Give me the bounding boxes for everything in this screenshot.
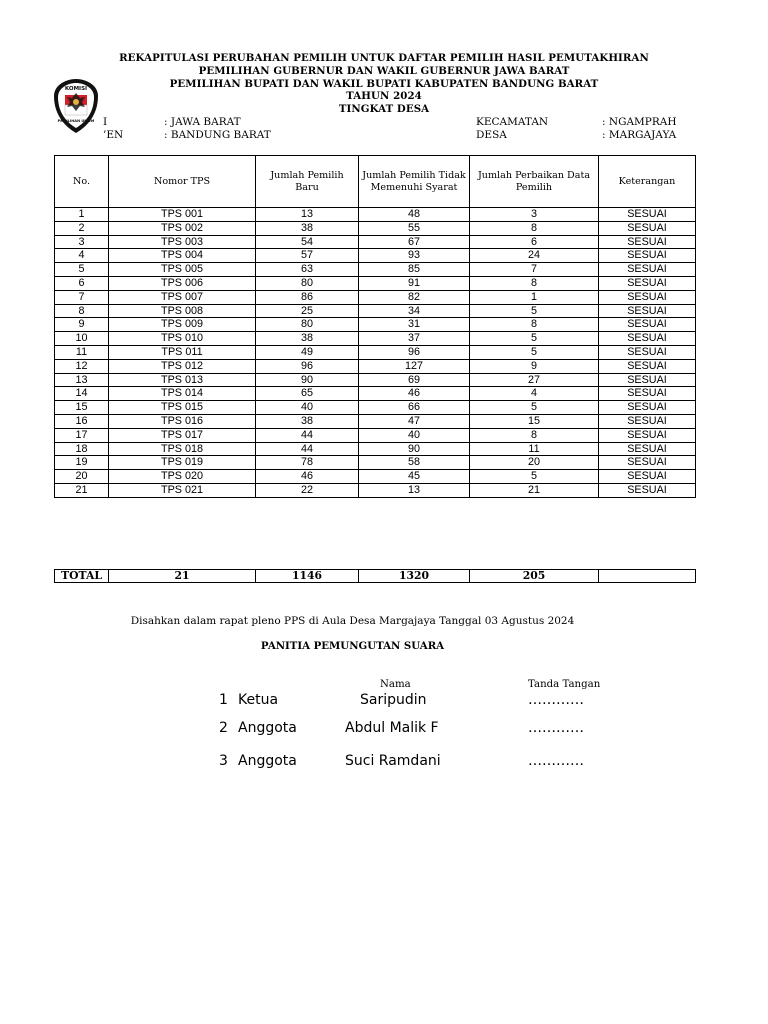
table-row <box>55 414 696 428</box>
cell-perbaikan-data: 24 <box>470 249 599 263</box>
table-row <box>55 235 696 249</box>
table-row <box>55 428 696 442</box>
table-row <box>55 483 696 497</box>
kecamatan-label: KECAMATAN <box>476 116 549 128</box>
member-3-no: 3 <box>219 753 228 769</box>
cell-no: 8 <box>55 304 109 318</box>
cell-no: 4 <box>55 249 109 263</box>
cell-tidak-memenuhi-syarat: 13 <box>359 483 470 497</box>
cell-no: 12 <box>55 359 109 373</box>
total-tps: 21 <box>109 570 256 583</box>
table-row <box>55 387 696 401</box>
cell-perbaikan-data: 5 <box>470 345 599 359</box>
cell-perbaikan-data: 27 <box>470 373 599 387</box>
cell-pemilih-baru: 96 <box>256 359 359 373</box>
cell-nomor-tps: TPS 010 <box>109 332 256 346</box>
cell-keterangan: SESUAI <box>599 387 696 401</box>
cell-tidak-memenuhi-syarat: 85 <box>359 263 470 277</box>
col-header-keterangan: Keterangan <box>599 156 696 208</box>
cell-no: 9 <box>55 318 109 332</box>
table-row <box>55 276 696 290</box>
table-row <box>55 208 696 222</box>
cell-perbaikan-data: 8 <box>470 276 599 290</box>
cell-no: 18 <box>55 442 109 456</box>
cell-pemilih-baru: 38 <box>256 414 359 428</box>
cell-tidak-memenuhi-syarat: 67 <box>359 235 470 249</box>
cell-nomor-tps: TPS 014 <box>109 387 256 401</box>
cell-no: 15 <box>55 401 109 415</box>
table-row <box>55 470 696 484</box>
cell-nomor-tps: TPS 012 <box>109 359 256 373</box>
cell-tidak-memenuhi-syarat: 127 <box>359 359 470 373</box>
table-row <box>55 359 696 373</box>
total-table <box>54 569 696 583</box>
cell-nomor-tps: TPS 017 <box>109 428 256 442</box>
kpu-logo-icon <box>52 78 100 134</box>
total-perbaikan-data: 205 <box>470 570 599 583</box>
cell-keterangan: SESUAI <box>599 401 696 415</box>
cell-no: 20 <box>55 470 109 484</box>
cell-no: 10 <box>55 332 109 346</box>
cell-keterangan: SESUAI <box>599 276 696 290</box>
table-row <box>55 221 696 235</box>
cell-keterangan: SESUAI <box>599 304 696 318</box>
cell-nomor-tps: TPS 002 <box>109 221 256 235</box>
cell-nomor-tps: TPS 019 <box>109 456 256 470</box>
tanda-tangan-header: Tanda Tangan <box>528 679 601 690</box>
cell-perbaikan-data: 3 <box>470 208 599 222</box>
cell-perbaikan-data: 5 <box>470 332 599 346</box>
cell-pemilih-baru: 25 <box>256 304 359 318</box>
cell-perbaikan-data: 5 <box>470 304 599 318</box>
member-1-signature: ………… <box>528 692 584 708</box>
cell-pemilih-baru: 49 <box>256 345 359 359</box>
table-row <box>55 456 696 470</box>
table-row <box>55 373 696 387</box>
table-row <box>55 263 696 277</box>
cell-nomor-tps: TPS 003 <box>109 235 256 249</box>
title-line-2: PEMILIHAN GUBERNUR DAN WAKIL GUBERNUR JAWA BARAT <box>198 64 570 77</box>
member-1-role: Ketua <box>238 692 279 708</box>
cell-no: 3 <box>55 235 109 249</box>
table-row <box>55 249 696 263</box>
cell-perbaikan-data: 1 <box>470 290 599 304</box>
kabupaten-label: ’EN <box>103 129 124 141</box>
total-tidak-memenuhi-syarat: 1320 <box>359 570 470 583</box>
cell-pemilih-baru: 65 <box>256 387 359 401</box>
cell-tidak-memenuhi-syarat: 66 <box>359 401 470 415</box>
cell-perbaikan-data: 8 <box>470 428 599 442</box>
cell-no: 7 <box>55 290 109 304</box>
kecamatan-value: : NGAMPRAH <box>602 116 677 128</box>
cell-keterangan: SESUAI <box>599 249 696 263</box>
cell-no: 16 <box>55 414 109 428</box>
col-header-no: No. <box>55 156 109 208</box>
kabupaten-value: : BANDUNG BARAT <box>164 129 271 141</box>
cell-perbaikan-data: 4 <box>470 387 599 401</box>
cell-nomor-tps: TPS 004 <box>109 249 256 263</box>
committee-title: PANITIA PEMUNGUTAN SUARA <box>260 640 445 652</box>
cell-tidak-memenuhi-syarat: 58 <box>359 456 470 470</box>
table-row <box>55 401 696 415</box>
desa-value: : MARGAJAYA <box>602 129 677 141</box>
cell-perbaikan-data: 11 <box>470 442 599 456</box>
cell-no: 17 <box>55 428 109 442</box>
title-line-5: TINGKAT DESA <box>338 103 430 116</box>
cell-no: 13 <box>55 373 109 387</box>
table-body <box>55 208 696 498</box>
table-row <box>55 290 696 304</box>
cell-tidak-memenuhi-syarat: 93 <box>359 249 470 263</box>
cell-perbaikan-data: 8 <box>470 318 599 332</box>
cell-keterangan: SESUAI <box>599 442 696 456</box>
cell-pemilih-baru: 44 <box>256 442 359 456</box>
cell-nomor-tps: TPS 020 <box>109 470 256 484</box>
provinsi-value: : JAWA BARAT <box>164 116 241 128</box>
cell-perbaikan-data: 20 <box>470 456 599 470</box>
cell-nomor-tps: TPS 021 <box>109 483 256 497</box>
svg-text:KOMISI: KOMISI <box>64 86 88 92</box>
cell-nomor-tps: TPS 005 <box>109 263 256 277</box>
cell-tidak-memenuhi-syarat: 34 <box>359 304 470 318</box>
cell-tidak-memenuhi-syarat: 96 <box>359 345 470 359</box>
member-3-name: Suci Ramdani <box>345 753 441 769</box>
cell-nomor-tps: TPS 008 <box>109 304 256 318</box>
cell-keterangan: SESUAI <box>599 332 696 346</box>
cell-pemilih-baru: 63 <box>256 263 359 277</box>
cell-tidak-memenuhi-syarat: 37 <box>359 332 470 346</box>
cell-keterangan: SESUAI <box>599 318 696 332</box>
cell-pemilih-baru: 40 <box>256 401 359 415</box>
total-keterangan <box>599 570 696 583</box>
cell-keterangan: SESUAI <box>599 428 696 442</box>
cell-tidak-memenuhi-syarat: 40 <box>359 428 470 442</box>
provinsi-label: I <box>103 116 108 128</box>
cell-perbaikan-data: 5 <box>470 401 599 415</box>
cell-no: 11 <box>55 345 109 359</box>
cell-pemilih-baru: 78 <box>256 456 359 470</box>
member-2-signature: ………… <box>528 720 584 736</box>
nama-header: Nama <box>380 679 411 690</box>
table-row <box>55 345 696 359</box>
cell-keterangan: SESUAI <box>599 359 696 373</box>
cell-nomor-tps: TPS 009 <box>109 318 256 332</box>
cell-nomor-tps: TPS 001 <box>109 208 256 222</box>
cell-perbaikan-data: 9 <box>470 359 599 373</box>
cell-perbaikan-data: 8 <box>470 221 599 235</box>
cell-tidak-memenuhi-syarat: 48 <box>359 208 470 222</box>
cell-no: 14 <box>55 387 109 401</box>
table-row <box>55 442 696 456</box>
cell-nomor-tps: TPS 018 <box>109 442 256 456</box>
cell-no: 1 <box>55 208 109 222</box>
table-row <box>55 318 696 332</box>
cell-tidak-memenuhi-syarat: 90 <box>359 442 470 456</box>
cell-perbaikan-data: 21 <box>470 483 599 497</box>
document-header <box>0 52 768 116</box>
cell-pemilih-baru: 57 <box>256 249 359 263</box>
table-header-row <box>55 156 696 208</box>
cell-keterangan: SESUAI <box>599 483 696 497</box>
approval-statement: Disahkan dalam rapat pleno PPS di Aula Desa Margajaya Tanggal 03 Agustus 2024 <box>130 615 575 627</box>
cell-keterangan: SESUAI <box>599 263 696 277</box>
cell-keterangan: SESUAI <box>599 290 696 304</box>
cell-nomor-tps: TPS 011 <box>109 345 256 359</box>
cell-tidak-memenuhi-syarat: 82 <box>359 290 470 304</box>
cell-perbaikan-data: 15 <box>470 414 599 428</box>
cell-tidak-memenuhi-syarat: 55 <box>359 221 470 235</box>
total-label: TOTAL <box>55 570 109 583</box>
member-3-role: Anggota <box>238 753 297 769</box>
col-header-nomor-tps: Nomor TPS <box>109 156 256 208</box>
cell-perbaikan-data: 6 <box>470 235 599 249</box>
cell-tidak-memenuhi-syarat: 69 <box>359 373 470 387</box>
cell-no: 2 <box>55 221 109 235</box>
recap-table <box>54 155 696 498</box>
title-line-3: PEMILIHAN BUPATI DAN WAKIL BUPATI KABUPATEN BANDUNG BARAT <box>169 77 599 90</box>
member-1-name: Saripudin <box>360 692 427 708</box>
cell-tidak-memenuhi-syarat: 45 <box>359 470 470 484</box>
col-header-tidak-memenuhi-syarat: Jumlah Pemilih Tidak Memenuhi Syarat <box>359 156 470 208</box>
cell-perbaikan-data: 5 <box>470 470 599 484</box>
cell-pemilih-baru: 90 <box>256 373 359 387</box>
cell-keterangan: SESUAI <box>599 235 696 249</box>
cell-nomor-tps: TPS 015 <box>109 401 256 415</box>
table-row <box>55 332 696 346</box>
title-line-1: REKAPITULASI PERUBAHAN PEMILIH UNTUK DAFTAR PEMILIH HASIL PEMUTAKHIRAN <box>119 52 649 64</box>
cell-pemilih-baru: 54 <box>256 235 359 249</box>
cell-pemilih-baru: 44 <box>256 428 359 442</box>
cell-keterangan: SESUAI <box>599 414 696 428</box>
cell-pemilih-baru: 38 <box>256 221 359 235</box>
cell-tidak-memenuhi-syarat: 91 <box>359 276 470 290</box>
cell-pemilih-baru: 13 <box>256 208 359 222</box>
total-pemilih-baru: 1146 <box>256 570 359 583</box>
cell-pemilih-baru: 80 <box>256 276 359 290</box>
member-2-name: Abdul Malik F <box>345 720 439 736</box>
cell-no: 5 <box>55 263 109 277</box>
cell-no: 19 <box>55 456 109 470</box>
col-header-pemilih-baru: Jumlah Pemilih Baru <box>256 156 359 208</box>
cell-keterangan: SESUAI <box>599 345 696 359</box>
cell-pemilih-baru: 86 <box>256 290 359 304</box>
member-2-role: Anggota <box>238 720 297 736</box>
cell-tidak-memenuhi-syarat: 31 <box>359 318 470 332</box>
cell-tidak-memenuhi-syarat: 47 <box>359 414 470 428</box>
cell-nomor-tps: TPS 007 <box>109 290 256 304</box>
member-3-signature: ………… <box>528 753 584 769</box>
cell-pemilih-baru: 80 <box>256 318 359 332</box>
cell-perbaikan-data: 7 <box>470 263 599 277</box>
cell-nomor-tps: TPS 006 <box>109 276 256 290</box>
cell-keterangan: SESUAI <box>599 221 696 235</box>
cell-keterangan: SESUAI <box>599 456 696 470</box>
cell-pemilih-baru: 38 <box>256 332 359 346</box>
title-line-4: TAHUN 2024 <box>346 90 422 103</box>
desa-label: DESA <box>476 129 507 141</box>
member-2-no: 2 <box>219 720 228 736</box>
cell-nomor-tps: TPS 013 <box>109 373 256 387</box>
cell-pemilih-baru: 46 <box>256 470 359 484</box>
cell-no: 6 <box>55 276 109 290</box>
member-1-no: 1 <box>219 692 228 708</box>
cell-keterangan: SESUAI <box>599 470 696 484</box>
table-row <box>55 304 696 318</box>
cell-no: 21 <box>55 483 109 497</box>
total-row <box>55 570 696 583</box>
svg-text:PEMILIHAN UMUM: PEMILIHAN UMUM <box>57 119 95 123</box>
cell-tidak-memenuhi-syarat: 46 <box>359 387 470 401</box>
col-header-perbaikan-data: Jumlah Perbaikan Data Pemilih <box>470 156 599 208</box>
cell-keterangan: SESUAI <box>599 373 696 387</box>
cell-pemilih-baru: 22 <box>256 483 359 497</box>
cell-keterangan: SESUAI <box>599 208 696 222</box>
cell-nomor-tps: TPS 016 <box>109 414 256 428</box>
